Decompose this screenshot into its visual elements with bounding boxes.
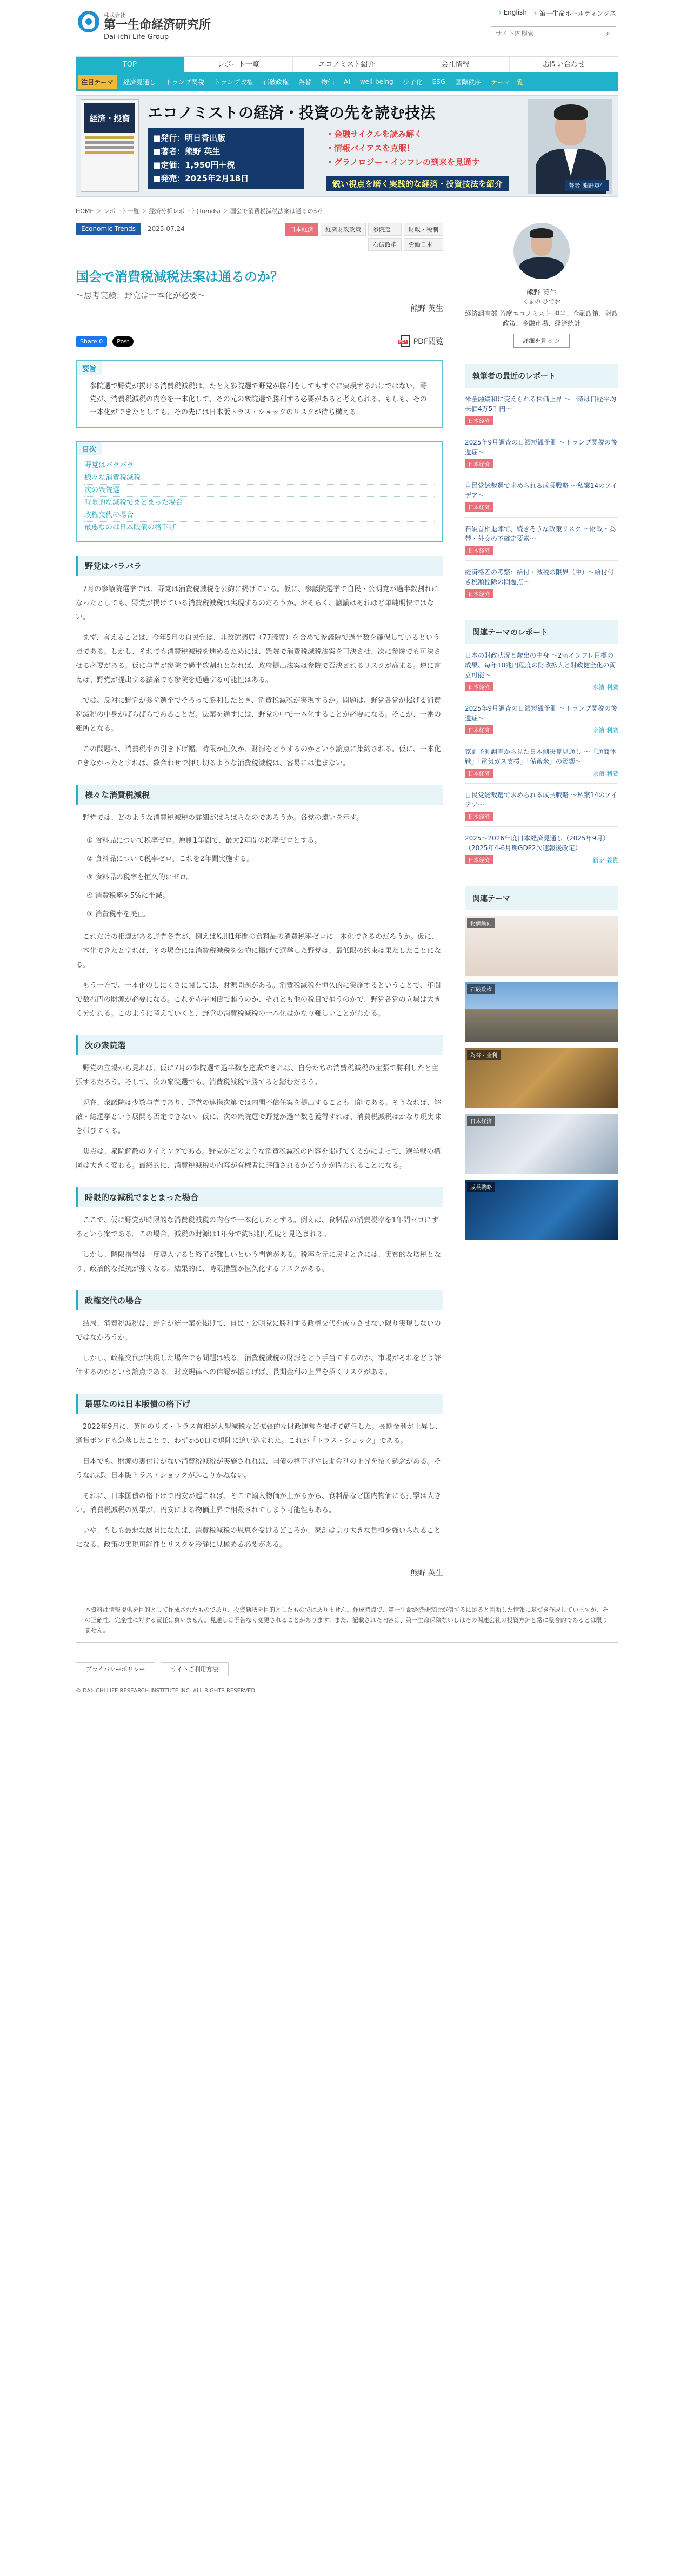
report-author: 新家 義貴 xyxy=(592,856,618,864)
author-detail-button[interactable]: 詳細を見る ＞ xyxy=(513,334,570,348)
theme-image[interactable]: 石破政権 xyxy=(465,982,618,1042)
paragraph: それに、日本国債の格下げで円安が起これば、そこで輸入物価が上がるから、食料品など国内物価にも打撃は大きい。消費税減税の効果が、円安による物価上昇で相殺されてしまう可能性もある。 xyxy=(76,1492,442,1514)
paragraph: しかし、政権交代が実現した場合でも問題は残る。消費税減税の財源をどう手当てするのか、市場がそれをどう評価するのかという論点である。財政規律への信認が揺らげば、長期金利の上昇を招くリスクがある。 xyxy=(76,1354,442,1376)
nav-top[interactable]: TOP xyxy=(76,57,184,72)
paragraph: この問題は、消費税率の引き下げ幅、時限か恒久か、財源をどうするのかという論点に集約される。仮に、一本化できなかったとすれば、数合わせで押し切るような消費税減税は、容易には進まない。 xyxy=(76,745,442,767)
search-input[interactable] xyxy=(491,27,600,41)
paragraph: 7月の参議院選挙では、野党は消費税減税を公約に掲げている。仮に、参議院選挙で自民・公明党が過半数割れになったとしても、野党が掲げている消費税減税は実現するのだろうか。おそらく、議論はそれほど単純明快ではない。 xyxy=(76,585,439,621)
site-search xyxy=(491,26,616,41)
category-badge: 日本経済 xyxy=(465,546,493,555)
theme-link[interactable]: 為替 xyxy=(298,78,312,86)
paragraph: 2022年9月に、英国のリズ・トラス首相が大型減税など拡張的な財政運営を掲げて就任した。長期金利が上昇し、通貨ポンドも急落したことで、わずか50日で退陣に追い込まれた。これが「トラス・ショック」である。 xyxy=(76,1423,442,1445)
summary-heading: 要旨 xyxy=(77,361,102,375)
toc-list xyxy=(77,455,442,541)
list-item: ⑤ 消費税率を廃止。 xyxy=(86,910,151,918)
tag[interactable]: 石破政権 xyxy=(368,238,402,251)
nav-contact[interactable]: お問い合わせ xyxy=(510,57,618,72)
banner-title: エコノミストの経済・投資の先を読む技法 xyxy=(148,104,436,122)
paragraph: これだけの相違がある野党各党が、例えば原則1年間の食料品の消費税率ゼロに一本化できるのだろうか。仮に、一本化できたとすれば、その場合には消費税減税を公約に掲げて選挙した野党は、最低限の約束は果たしたことになる。 xyxy=(76,933,442,969)
latest-reports-heading: 執筆者の最近のレポート xyxy=(465,364,618,388)
paragraph: 結局、消費税減税は、野党が統一案を掲げて、自民・公明党に勝利する政権交代を成立させない限り実現しないのではなかろうか。 xyxy=(76,1320,441,1342)
logo-icon xyxy=(78,11,99,32)
article xyxy=(76,223,443,1578)
theme-link[interactable]: 石破政権 xyxy=(263,78,289,86)
list-item: ④ 消費税率を5%に半減。 xyxy=(86,892,170,900)
theme-image[interactable]: 物価動向 xyxy=(465,916,618,976)
theme-link[interactable]: トランプ関税 xyxy=(165,78,205,86)
banner-bullets: ・金融サイクルを読み解く ・情報バイアスを克服！ ・グラノロジー・インフレの到来を見通す xyxy=(326,129,479,167)
toc-item[interactable]: 政権交代の場合 xyxy=(84,509,435,522)
facebook-share-button[interactable]: Share 0 xyxy=(76,336,107,347)
toc-item[interactable]: 時限的な減税でまとまった場合 xyxy=(84,497,435,509)
disclaimer: 本資料は情報提供を目的として作成されたものであり、投資勧誘を目的としたものではありません。作成時点で、第一生命経済研究所が信ずるに足ると判断した情報に基づき作成していますが、その正確性、完全性に対する責任は負いません。見通しは予告なく変更されることがあります。また、記載された内容は、第一生命保険ないしはその関連会社の投資方針と常に整合的であるとは限りません。 xyxy=(76,1598,618,1643)
site-header xyxy=(76,0,618,56)
list-item: ① 食料品について税率ゼロ。原則1年間で、最大2年間の税率ゼロとする。 xyxy=(86,837,322,845)
author-description: 経済調査部 首席エコノミスト 担当：金融政策、財政政策、金融市場、経済統計 xyxy=(465,310,618,327)
list-item[interactable]: 2025年9月調査の日銀短観予測 ～トランプ関税の後遺症～ 日本経済 xyxy=(465,431,618,474)
theme-nav xyxy=(76,72,618,91)
toc-box xyxy=(76,441,443,542)
breadcrumb[interactable]: HOME ＞ レポート一覧 ＞ 経済分析レポート(Trends) ＞ 国会で消費税減税法案は通るのか？ xyxy=(76,208,325,215)
book-cover-image: 経済・投資 xyxy=(81,99,139,192)
summary-text: 参院選で野党が掲げる消費税減税は、たとえ参院選で野党が勝利をしてもすぐに実現するわけではない。野党が、消費税減税の内容を一本化して、その元の衆院選で勝利する必要があると考えられる。もしも、その一本化ができたとしても、その先には日本版トラス・ショックのリスクが待ち構える。 xyxy=(90,382,428,416)
author-profile xyxy=(465,223,618,348)
section xyxy=(76,1290,443,1380)
nav-company[interactable]: 会社情報 xyxy=(401,57,510,72)
article-author[interactable]: 熊野 英生 xyxy=(410,304,443,313)
privacy-policy-link[interactable]: プライバシーポリシー xyxy=(76,1662,155,1676)
logo-main-text: 第一生命経済研究所 xyxy=(104,18,211,32)
tag[interactable]: 日本経済 xyxy=(285,223,318,236)
section xyxy=(76,1035,443,1173)
paragraph: まず、言えることは、今年5月の自民党は、非改選議席（77議席）を合めて参議院で過半数を確保しているという点である。しかし、それでも消費税減税を進めるためには、衆院で消費税減税法案を可決させ、次に参院でも可決させる必要がある。仮に与党が参院で過半数割れとなれば、政府提出法案は参院で否決されるリスクが高まる。逆に言えば、野党が提出する法案でも参院を通過する可能性はある。 xyxy=(76,634,441,684)
category-badge: 日本経済 xyxy=(465,725,493,734)
toc-heading: 目次 xyxy=(77,442,102,455)
footer-links xyxy=(76,1662,618,1676)
section-heading: 次の衆院選 xyxy=(76,1035,443,1055)
sidebar xyxy=(465,223,618,1578)
report-author: 永濱 利廣 xyxy=(592,726,618,734)
proposal-list xyxy=(76,832,443,924)
category-badge: 日本経済 xyxy=(465,769,493,778)
toc-item[interactable]: 野党はバラバラ xyxy=(84,460,435,472)
theme-image[interactable]: 日本経済 xyxy=(465,1114,618,1174)
section xyxy=(76,785,443,1021)
author-avatar xyxy=(513,223,570,279)
paragraph: 野党では、どのような消費税減税の詳細がばらばらなのであろうか。各党の違いを示す。 xyxy=(83,814,363,822)
banner-info: ■発行：明日香出版 ■著者：熊野 英生 ■定価：1,950円＋税 ■発売：2025年2月18日 xyxy=(148,128,304,189)
category-badge: 日本経済 xyxy=(465,416,493,425)
section xyxy=(76,1394,443,1552)
toc-item[interactable]: 次の衆院選 xyxy=(84,485,435,497)
article-date: 2025.07.24 xyxy=(148,225,185,233)
paragraph: しかし、時限措置は一度導入すると終了が難しいという問題がある。税率を元に戻すときには、実質的な増税となり、政治的な抵抗が強くなる。結果的に、時限措置が恒久化するリスクがある。 xyxy=(76,1251,442,1273)
section-heading: 政権交代の場合 xyxy=(76,1290,443,1310)
toc-item[interactable]: 様々な消費税減税 xyxy=(84,472,435,485)
paragraph: 焦点は、衆院解散のタイミングである。野党がどのような消費税減税の内容を掲げてくるかによって、選挙戦の構図は大きく変わる。最終的に、消費税減税の内容が有権者に評価されるかどうかが問われることになる。 xyxy=(76,1148,441,1170)
paragraph: 野党の立場から見れば、仮に7月の参院選で過半数を達成できれば、自分たちの消費税減税の主張で勝利したと主張するだろう。そして、次の衆院選でも、消費税減税で勝てると踏むだろう。 xyxy=(76,1064,439,1087)
english-link[interactable]: › English xyxy=(499,9,527,18)
nav-economists[interactable]: エコノミスト紹介 xyxy=(293,57,402,72)
tag[interactable]: 参院選 xyxy=(368,223,402,236)
category-badge: 日本経済 xyxy=(465,589,493,598)
section xyxy=(76,1187,443,1276)
banner-tagline: 鋭い視点を磨く実践的な経済・投資技法を紹介 xyxy=(326,176,509,191)
report-author: 永濱 利廣 xyxy=(592,770,618,777)
section-heading: 最悪なのは日本版債の格下げ xyxy=(76,1394,443,1414)
theme-nav-label: 注目テーマ xyxy=(78,75,117,89)
theme-link[interactable]: AI xyxy=(344,78,350,85)
list-item[interactable]: 石破首相退陣で、続きそうな政策リスク ～財政・為替・外交の不確定要素～ 日本経済 xyxy=(465,518,618,561)
list-item[interactable]: 家計予測調査から見た日本側決算見通し ～「通商休戦」「電気ガス支援」「備蓄米」の影響～ 日本経済 永濱 利廣 xyxy=(465,740,618,784)
category-badge: 日本経済 xyxy=(465,812,493,821)
copyright: © DAI-ICHI LIFE RESEARCH INSTITUTE INC. ALL RIGHTS RESERVED. xyxy=(76,1688,257,1694)
pdf-link[interactable]: PDF PDF閲覧 xyxy=(401,335,443,347)
theme-image[interactable]: 為替・金利 xyxy=(465,1048,618,1108)
theme-image[interactable]: 成長戦略 xyxy=(465,1180,618,1240)
list-item[interactable]: 経済格差の考察：給付・減税の限界（中）～給付付き税額控除の問題点～ 日本経済 xyxy=(465,561,618,604)
related-reports-heading: 関連テーマのレポート xyxy=(465,620,618,644)
paragraph: もう一方で、一本化のしにくさに関しては、財源問題がある。消費税減税を恒久的に実施するということで、年間で数兆円の財源が必要になる。これを赤字国債で賄うのか、それとも他の税目で補うのかで、野党各党の立場は大きく分かれる。このように考えていくと、野党の消費税減税の一本化はかなり難しいことがわかる。 xyxy=(76,982,441,1018)
article-title: 国会で消費税減税法案は通るのか？ xyxy=(76,269,283,284)
toc-item[interactable]: 最悪なのは日本版債の格下げ xyxy=(84,522,435,534)
site-usage-link[interactable]: サイトご利用方法 xyxy=(161,1662,228,1676)
related-themes xyxy=(465,886,618,1240)
list-item[interactable]: 日本の財政状況と歳出の中身 ～2％インフレ目標の成果、毎年10兆円程度の財政拡大と財政健全化の両立可能～ 日本経済 永濱 利廣 xyxy=(465,644,618,697)
section xyxy=(76,556,443,771)
section-heading: 様々な消費税減税 xyxy=(76,785,443,805)
book-banner[interactable] xyxy=(76,95,618,197)
list-item[interactable]: 自民党総裁選で求められる成長戦略 ～私案14のアイデア～ 日本経済 xyxy=(465,784,618,827)
category-badge: 日本経済 xyxy=(465,682,493,691)
theme-list-link[interactable]: テーマ一覧 xyxy=(491,78,524,86)
pdf-icon xyxy=(401,335,410,347)
tag[interactable]: 経済財政政策 xyxy=(321,223,366,236)
list-item[interactable]: 2025年9月調査の日銀短観予測 ～トランプ関税の後遺症～ 日本経済 永濱 利廣 xyxy=(465,697,618,740)
list-item: ③ 食料品の税率を恒久的にゼロ。 xyxy=(86,873,193,882)
tag[interactable]: 労働日本 xyxy=(404,238,443,251)
report-author: 永濱 利廣 xyxy=(592,683,618,691)
theme-link[interactable]: 少子化 xyxy=(403,78,423,86)
related-themes-heading: 関連テーマ xyxy=(465,886,618,910)
logo-small-text: 株式会社 xyxy=(104,13,125,19)
paragraph: 現在、衆議院は少数与党であり、野党の連携次第では内閣不信任案を提出することも可能である。そうなれば、解散・総選挙という展開も否定できない。仮に、次の衆院選で野党が過半数を獲得すれば、消費税減税はかなり現実味を帯びてくる。 xyxy=(76,1099,442,1135)
paragraph: 日本でも、財源の裏付けがない消費税減税が実施されれば、国債の格下げや長期金利の上昇を招く懸念がある。そうなれば、日本版トラス・ショックが起こりかねない。 xyxy=(76,1458,442,1480)
theme-link[interactable]: 経済見通し xyxy=(123,78,156,86)
list-item[interactable]: 自民党総裁選で求められる成長戦略 ～私案14のアイデア～ 日本経済 xyxy=(465,474,618,518)
global-nav xyxy=(76,56,618,72)
share-bar xyxy=(76,335,443,347)
author-photo: 著者 熊野英生 xyxy=(528,99,612,194)
author-kana: くまの ひでお xyxy=(523,298,560,305)
top-links xyxy=(499,9,616,18)
nav-reports[interactable]: レポート一覧 xyxy=(184,57,293,72)
theme-link[interactable]: 国際秩序 xyxy=(455,78,482,86)
list-item[interactable]: 米金融緩和に変えられる株価上昇 ～一時は日経平均株価4万5千円～ 日本経済 xyxy=(465,388,618,431)
x-post-button[interactable]: Post xyxy=(112,336,134,347)
category-badge: 日本経済 xyxy=(465,855,493,864)
paragraph: ここで、仮に野党が時限的な消費税減税の内容で一本化したとする。例えば、食料品の消費税率を1年間ゼロにするという案である。この場合、減税の財源は1年分で約5兆円程度と見込まれる。 xyxy=(76,1216,439,1239)
section-heading: 野党はバラバラ xyxy=(76,556,443,576)
author-name[interactable]: 熊野 英生 xyxy=(526,289,557,297)
logo-sub-text: Dai-ichi Life Group xyxy=(104,33,169,41)
page xyxy=(76,0,618,1710)
list-item[interactable]: 2025～2026年度日本経済見通し（2025年9月）（2025年4-6月期GDP2次速報後改定） 日本経済 新家 義貴 xyxy=(465,827,618,870)
article-signature: 熊野 英生 xyxy=(410,1569,443,1578)
search-icon[interactable]: ⌕ xyxy=(606,29,610,38)
list-item: ② 食料品について税率ゼロ。これを2年間実施する。 xyxy=(86,855,254,863)
article-meta xyxy=(76,223,443,251)
summary-box xyxy=(76,360,443,428)
holdings-link[interactable]: › 第一生命ホールディングス xyxy=(535,9,616,18)
paragraph: では、反対に野党が参院選挙でそろって勝利したとき、消費税減税が実現するか。問題は、野党各党が掲げる消費税減税の中身がばらばらであることだ。法案を通すには、野党の中で一本化することが必要になる。そこが、一番の難所となる。 xyxy=(76,697,441,733)
theme-link[interactable]: ESG xyxy=(432,78,446,85)
site-logo[interactable] xyxy=(78,11,211,41)
tag-list xyxy=(285,223,443,251)
paragraph: いや、もしも最悪な展開になれば、消費税減税の恩恵を受けるどころか、家計はより大きな負担を強いられることになる。政策の実現可能性とリスクを冷静に見極める必要がある。 xyxy=(76,1527,441,1549)
category-badge: 日本経済 xyxy=(465,459,493,468)
section-heading: 時限的な減税でまとまった場合 xyxy=(76,1187,443,1207)
related-reports xyxy=(465,620,618,870)
category-badge: 日本経済 xyxy=(465,502,493,512)
theme-link[interactable]: 物価 xyxy=(321,78,335,86)
category-badge[interactable]: Economic Trends xyxy=(76,223,141,235)
theme-link[interactable]: well-being xyxy=(359,78,393,85)
article-subtitle: ～思考実験：野党は一本化が必要～ xyxy=(76,290,206,300)
tag[interactable]: 財政・税制 xyxy=(404,223,443,236)
latest-reports xyxy=(465,364,618,604)
theme-link[interactable]: トランプ政権 xyxy=(214,78,253,86)
